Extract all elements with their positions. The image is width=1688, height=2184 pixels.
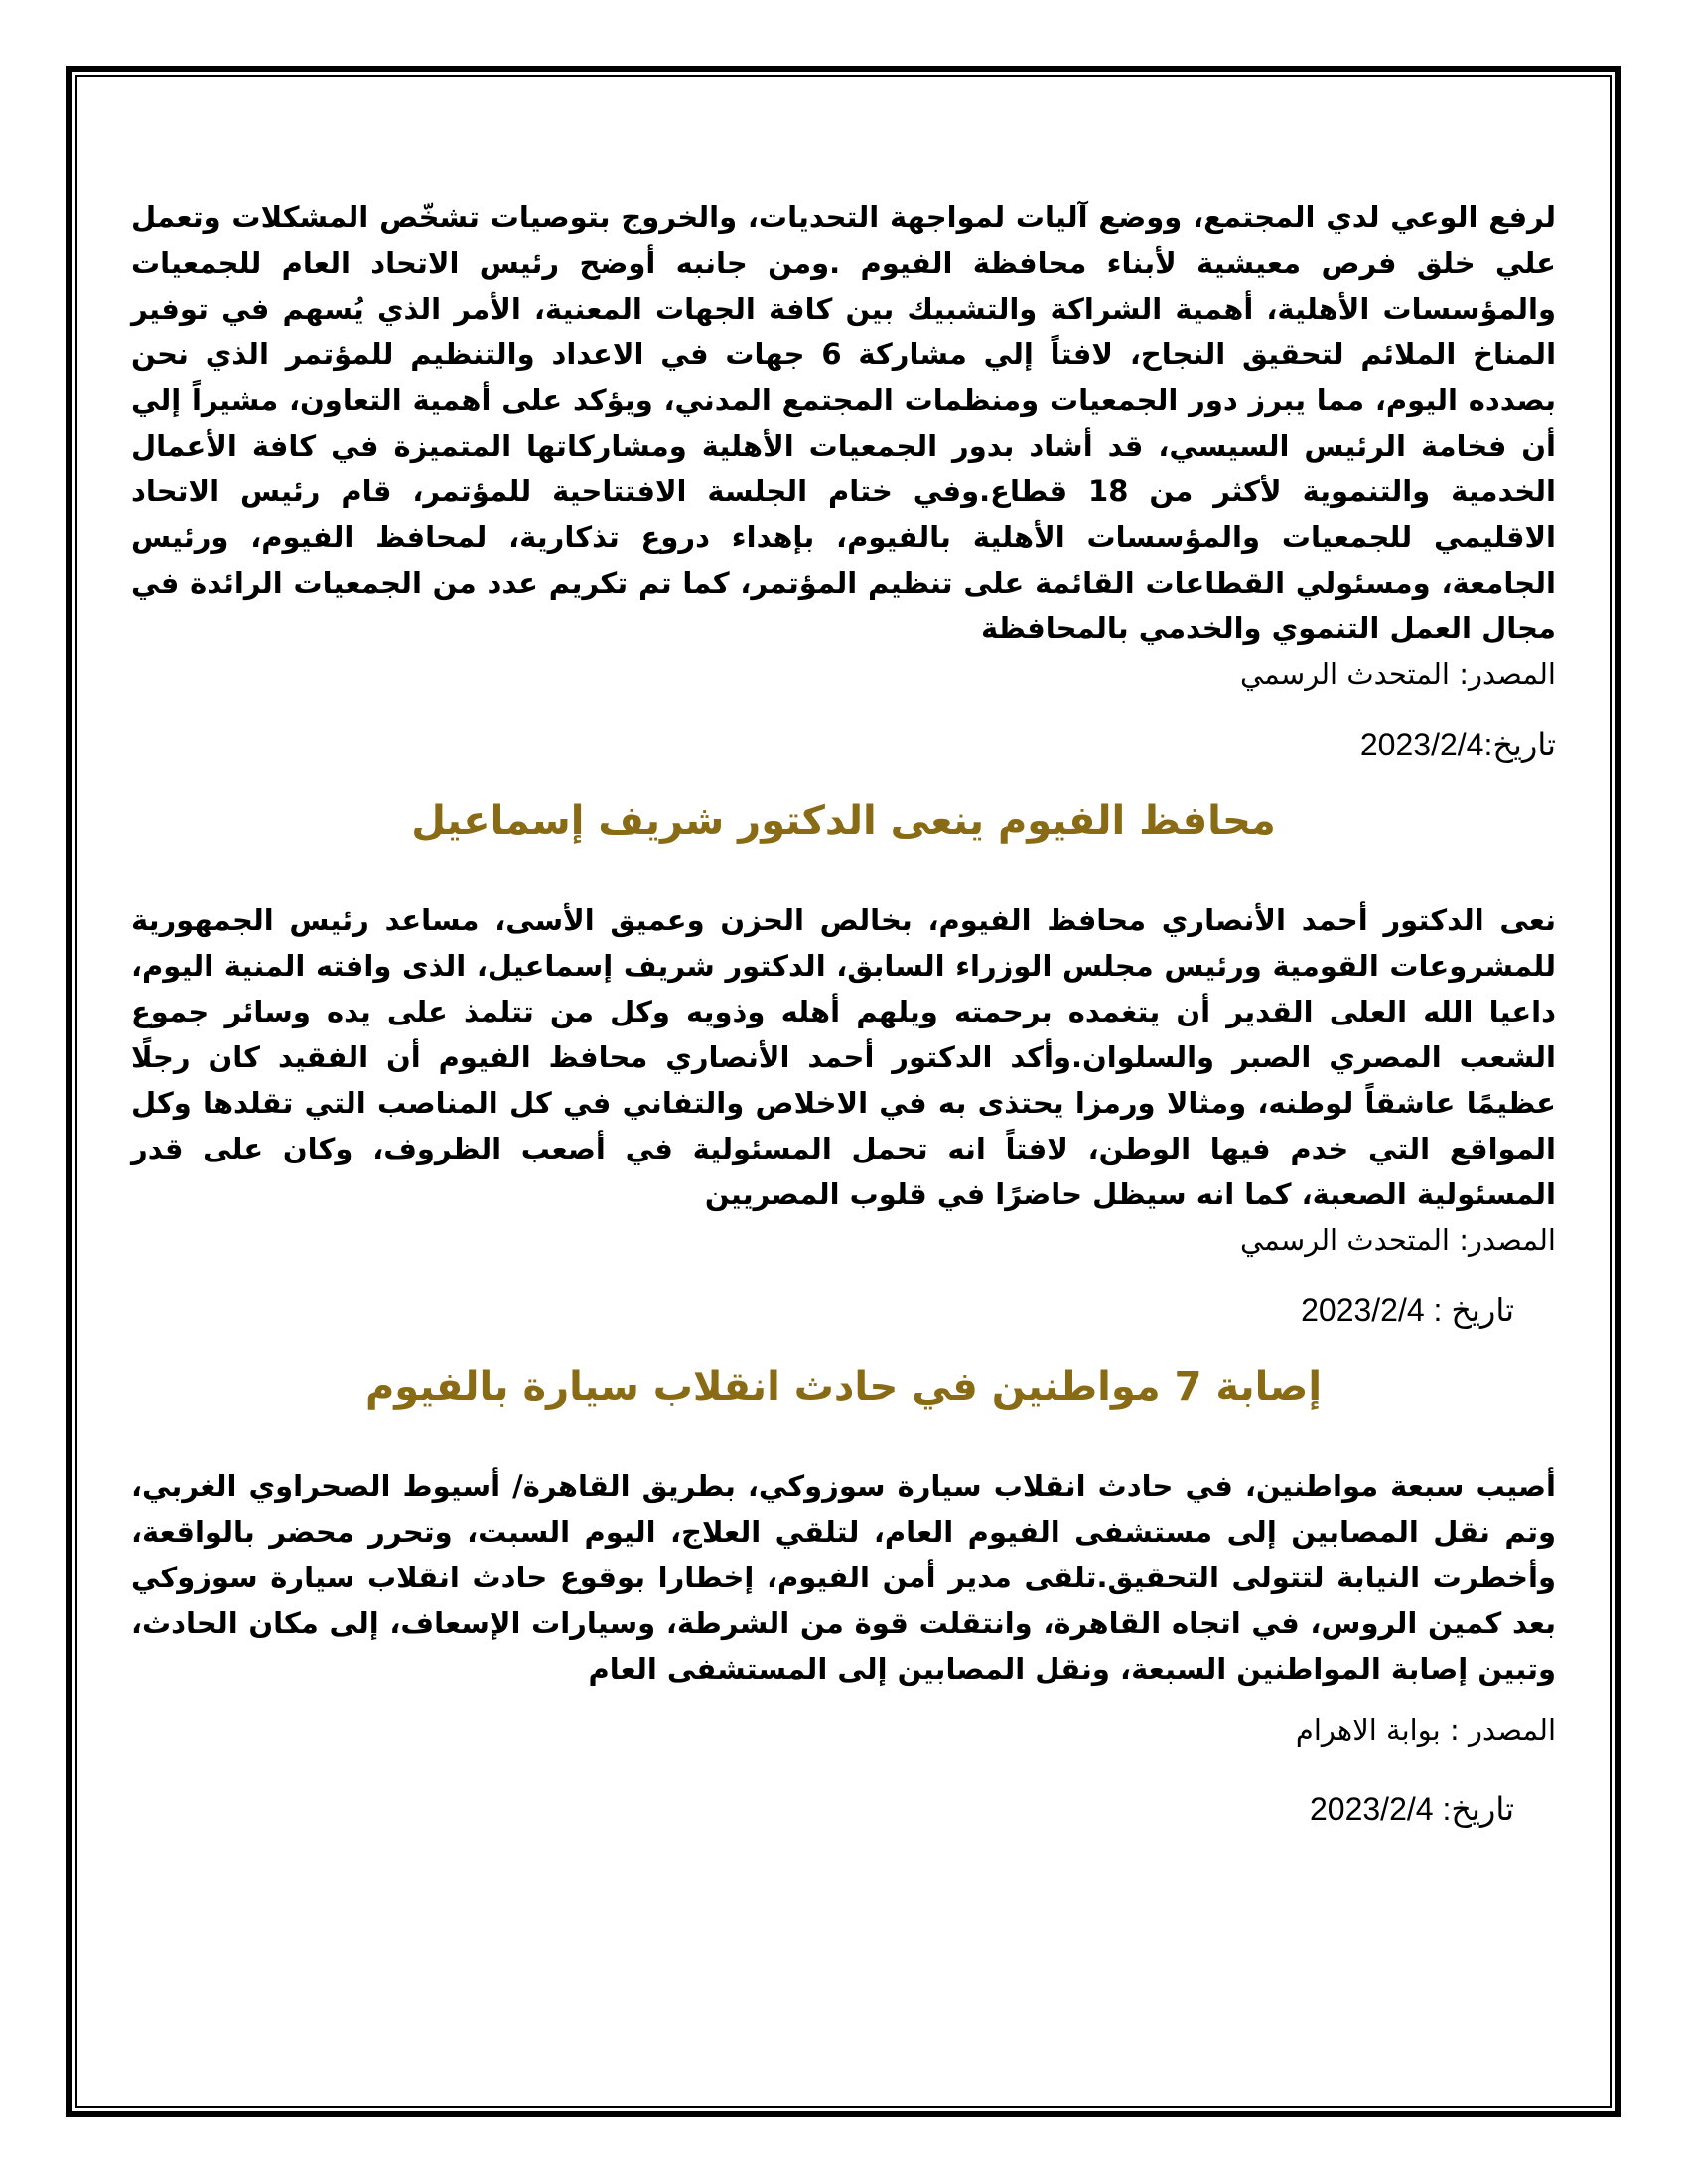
article-source-line: المصدر : بوابة الاهرام [1295,1713,1556,1747]
article-date-line: تاريخ : 2023/2/4 [1301,1293,1514,1328]
article-continuation [131,195,1556,766]
article-accident [131,1360,1556,1831]
article-body-text: لرفع الوعي لدي المجتمع، ووضع آليات لمواجهة التحديات، والخروج بتوصيات تشخّص المشكلات وتعمل علي خلق فرص معيشية لأبناء محافظة الفيوم .ومن جانبه أوضح رئيس الاتحاد العام للجمعيات والمؤسسات الأهلية، أهمية الشراكة والتشبيك بين كافة الجهات المعنية، الأمر الذي يُسهم في توفير المناخ الملائم لتحقيق النجاح، لافتاً إلي مشاركة 6 جهات في الاعداد والتنظيم للمؤتمر الذي نحن بصدده اليوم، مما يبرز دور الجمعيات ومنظمات المجتمع المدني، ويؤكد على أهمية التعاون، مشيراً إلي أن فخامة الرئيس السيسي، قد أشاد بدور الجمعيات الأهلية ومشاركاتها المتميزة في كافة الأعمال الخدمية والتنموية لأكثر من 18 قطاع.وفي ختام الجلسة الافتتاحية للمؤتمر، قام رئيس الاتحاد الاقليمي للجمعيات والمؤسسات الأهلية بالفيوم، بإهداء دروع تذكارية، لمحافظ الفيوم، ورئيس الجامعة، ومسئولي القطاعات القائمة على تنظيم المؤتمر، كما تم تكريم عدد من الجمعيات الرائدة في مجال العمل التنموي والخدمي بالمحافظة [131,201,1557,645]
article-headline: محافظ الفيوم ينعى الدكتور شريف إسماعيل [411,798,1276,844]
article-source-line: المصدر: المتحدث الرسمي [1239,1223,1556,1257]
document-content [77,77,1610,1831]
page-border-inner [75,75,1612,2108]
article-date-line: تاريخ: 2023/2/4 [1309,1791,1514,1827]
article-headline: إصابة 7 مواطنين في حادث انقلاب سيارة بالفيوم [364,1364,1323,1410]
article-body-text: أصيب سبعة مواطنين، في حادث انقلاب سيارة سوزوكي، بطريق القاهرة/ أسيوط الصحراوي الغربي، وتم نقل المصابين إلى مستشفى الفيوم العام، لتلقي العلاج، اليوم السبت، وتحرر محضر بالواقعة، وأخطرت النيابة لتتولى التحقيق.تلقى مدير أمن الفيوم، إخطارا بوقوع حادث انقلاب سيارة سوزوكي بعد كمين الروس، في اتجاه القاهرة، وانتقلت قوة من الشرطة، وسيارات الإسعاف، إلى مكان الحادث، وتبين إصابة المواطنين السبعة، ونقل المصابين إلى المستشفى العام [131,1469,1556,1686]
page-border-outer [66,66,1621,2117]
article-source-line: المصدر: المتحدث الرسمي [1239,657,1556,691]
article-obituary [131,794,1556,1332]
article-body-text: نعى الدكتور أحمد الأنصاري محافظ الفيوم، بخالص الحزن وعميق الأسى، مساعد رئيس الجمهورية للمشروعات القومية ورئيس مجلس الوزراء السابق، الدكتور شريف إسماعيل، الذى وافته المنية اليوم، داعيا الله العلى القدير أن يتغمده برحمته ويلهم أهله وذويه وكل من تتلمذ على يده وسائر جموع الشعب المصري الصبر والسلوان.وأكد الدكتور أحمد الأنصاري محافظ الفيوم أن الفقيد كان رجلًا عظيمًا عاشقاً لوطنه، ومثالا ورمزا يحتذى به في الاخلاص والتفاني في كل المناصب التي تقلدها وكل المواقع التي خدم فيها الوطن، لافتاً انه تحمل المسئولية في أصعب الظروف، وكان على قدر المسئولية الصعبة، كما انه سيظل حاضرًا في قلوب المصريين [131,903,1556,1211]
article-date-line: تاريخ:2023/2/4 [1359,727,1556,762]
